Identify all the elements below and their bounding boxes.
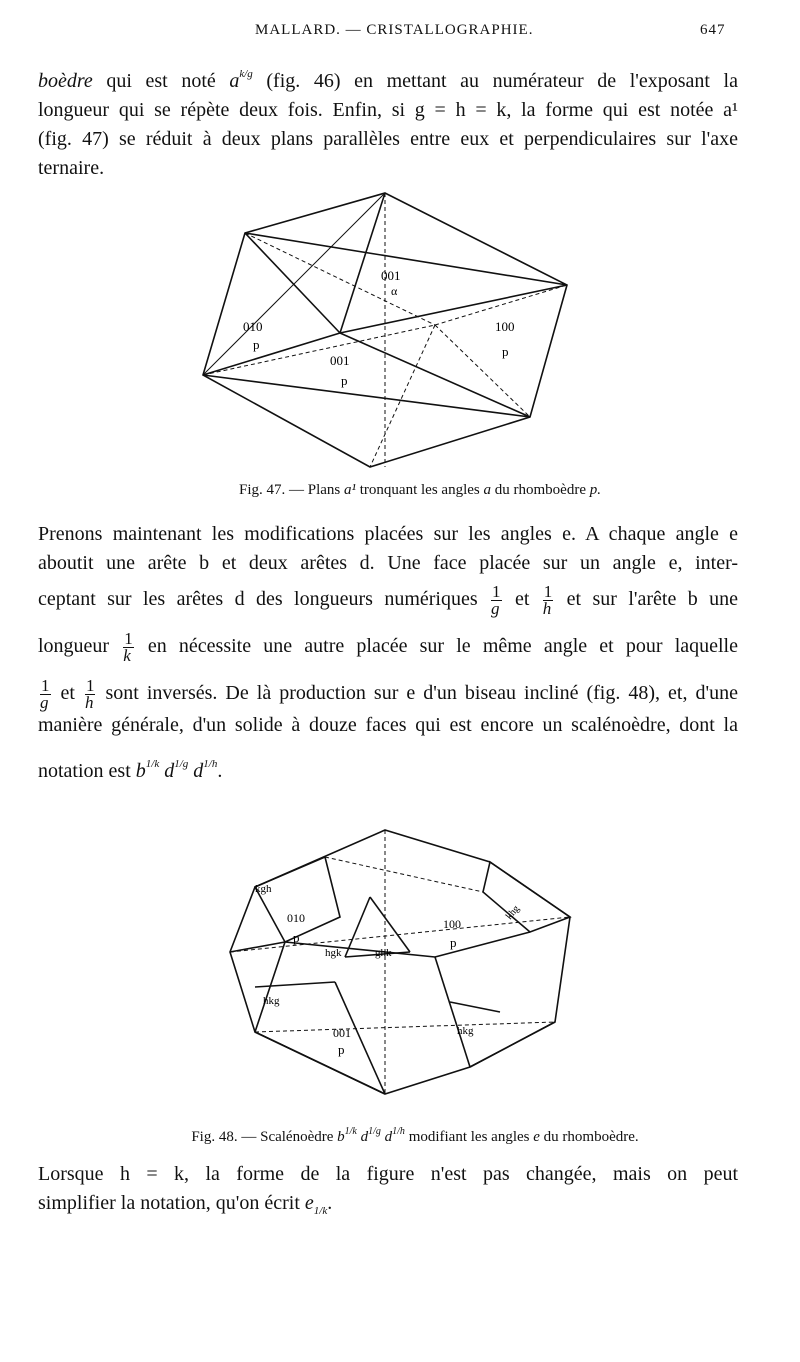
figure-47 [195, 185, 585, 475]
fig47-label-p-left: p [253, 337, 260, 352]
p1-line-1: boèdre qui est noté $a^{k/g}$ (fig. 46) en mettant au numérateur de l'exposant la [38, 68, 738, 92]
p2-line-2: aboutit une arête b et deux arêtes d. Une face placée sur un angle e, inter- [38, 552, 738, 574]
fig48-label-010: 010 [287, 911, 305, 925]
p3-line-2: simplifier la notation, qu'on écrit $e_{1/k}$. [38, 1192, 333, 1217]
fig48-label-ghk: ghk [375, 947, 392, 959]
fig48-label-001: 001 [333, 1026, 351, 1040]
fig48-label-khg: khg [503, 903, 522, 922]
p1-line-2: longueur qui se répète deux fois. Enfin, si g = h = k, la forme qui est notée a¹ [38, 99, 738, 121]
fig48-label-p-right: p [450, 935, 457, 950]
fig48-label-p-left: p [293, 930, 300, 945]
fig48-label-hgk: hgk [325, 947, 342, 959]
fig48-label-100: 100 [443, 917, 461, 931]
fraction-1-g: $\frac{1}{g}$ [491, 582, 501, 618]
paragraph-3 [38, 1160, 738, 1226]
paragraph-2 [38, 520, 738, 786]
fig47-label-001: 001 [381, 268, 401, 283]
fig47-label-alpha: α [391, 284, 398, 298]
fraction-1-k: $\frac{1}{k}$ [123, 629, 133, 665]
p2-line-7: notation est $b^{1/k}$ $d^{1/g}$ $d^{1/h}$. [38, 758, 223, 782]
figure-48-caption: Fig. 48. — Scalénoèdre $b^{1/k}$ $d^{1/g}$ $d^{1/h}$ modifiant les angles e du rhomboèdre. [191, 1126, 639, 1145]
figure-47-caption: Fig. 47. — Plans a¹ tronquant les angles a du rhomboèdre p. [239, 482, 601, 498]
p2-line-5: $\frac{1}{g}$ et $\frac{1}{h}$ sont inversés. De là production sur e d'un biseau incliné (fig. 48), et, d'une [40, 676, 738, 712]
p1-line-4: ternaire. [38, 157, 105, 179]
p2-line-1: Prenons maintenant les modifications placées sur les angles e. A chaque angle e [38, 523, 738, 545]
paragraph-1 [38, 60, 738, 183]
p3-line-1: Lorsque h = k, la forme de la figure n'est pas changée, mais on peut [38, 1163, 738, 1185]
running-title: MALLARD. — CRISTALLOGRAPHIE. [255, 22, 534, 38]
fraction-1-h: $\frac{1}{h}$ [542, 582, 553, 618]
fig47-label-p-right: p [502, 344, 509, 359]
fig47-label-001-bar: 001 [330, 353, 350, 368]
p1-line-3: (fig. 47) se réduit à deux plans parallèles entre eux et perpendiculaires sur l'axe [38, 128, 738, 150]
fig48-label-hkg-right: hkg [457, 1025, 474, 1037]
fig47-label-p-bottom: p [341, 373, 348, 388]
fig48-label-hkg-left: hkg [263, 995, 280, 1007]
p2-line-3: ceptant sur les arêtes d des longueurs numériques $\frac{1}{g}$ et $\frac{1}{h}$ et sur l'arête b une [38, 582, 739, 618]
page-header [0, 18, 800, 44]
page-number: 647 [700, 22, 726, 38]
fig47-label-100: 100 [495, 319, 515, 334]
p2-line-4: longueur $\frac{1}{k}$ en nécessite une autre placée sur le même angle et pour laquelle [38, 629, 738, 665]
fig48-label-kgh: kgh [255, 883, 272, 895]
figure-47-drawing [195, 185, 585, 475]
figure-48 [225, 822, 580, 1102]
figure-48-drawing [225, 822, 580, 1102]
fig47-label-010: 010 [243, 319, 263, 334]
fig48-label-p-bottom: p [338, 1042, 345, 1057]
p2-line-6: manière générale, d'un solide à douze faces qui est encore un scalénoèdre, dont la [38, 714, 738, 736]
